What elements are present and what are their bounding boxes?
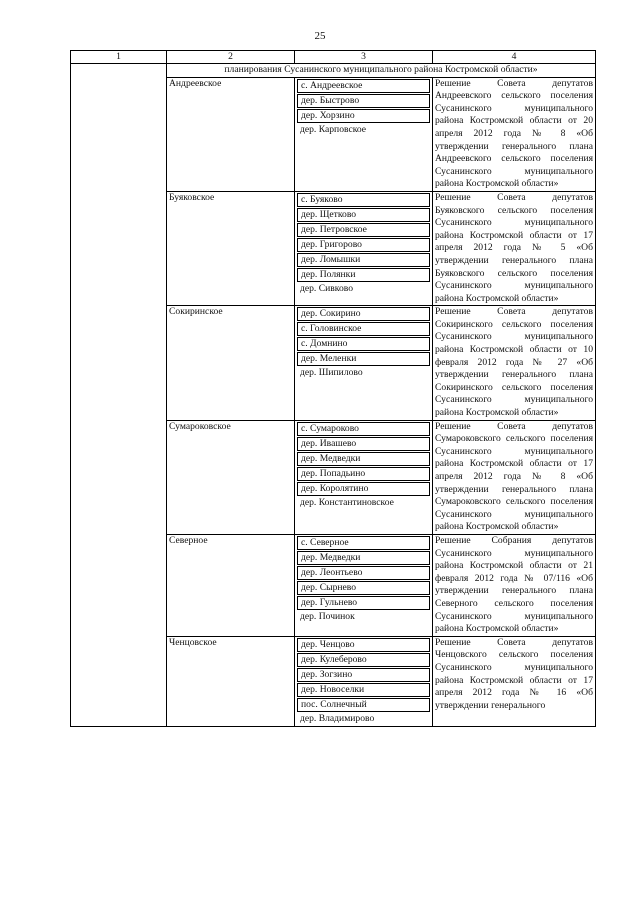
page-number: 25 bbox=[314, 30, 326, 42]
continuation-text: планирования Сусанинского муниципального района Костромской области» bbox=[167, 64, 596, 78]
column-number-4: 4 bbox=[433, 51, 596, 64]
village-item: дер. Гульнево bbox=[297, 596, 430, 610]
decision-cell bbox=[433, 636, 596, 726]
village-item: дер. Зогзино bbox=[297, 668, 430, 682]
village-item: дер. Ивашево bbox=[297, 437, 430, 451]
village-item: дер. Шипилово bbox=[300, 367, 363, 379]
villages-cell bbox=[295, 420, 433, 534]
village-item: с. Северное bbox=[297, 536, 430, 550]
column-number-1: 1 bbox=[71, 51, 167, 64]
village-item: дер. Сокирино bbox=[297, 307, 430, 321]
decision-text: Решение Собрания депутатов Сусанинского муниципального района Костромской области от 21 февраля 2012 года № 07/116 «Об утверждении генерального плана Северного сельского поселения Сусанинского муниципального района Костромской области» bbox=[435, 534, 593, 635]
village-item: дер. Ломышки bbox=[297, 253, 430, 267]
column-number-3: 3 bbox=[295, 51, 433, 64]
village-item: дер. Леонтьево bbox=[297, 566, 430, 580]
village-item: дер. Кулеберово bbox=[297, 653, 430, 667]
villages-cell bbox=[295, 77, 433, 191]
village-item: дер. Медведки bbox=[297, 551, 430, 565]
settlement-name: Северное bbox=[167, 534, 295, 636]
village-item: с. Андреевское bbox=[297, 79, 430, 93]
decision-text: Решение Совета депутатов Ченцовского сельского поселения Сусанинского муниципального района Костромской области от 17 апреля 2012 года № 16 «Об утверждении генерального bbox=[435, 636, 593, 711]
settlement-name: Андреевское bbox=[167, 77, 295, 191]
decision-cell bbox=[433, 191, 596, 305]
decision-text: Решение Совета депутатов Андреевского сельского поселения Сусанинского муниципального района Костромской области от 20 апреля 2012 года № 8 «Об утверждении генерального плана Андреевского сельского поселения Сусанинского муниципального района Костромской области» bbox=[435, 77, 593, 190]
village-item: дер. Константиновское bbox=[300, 496, 394, 508]
village-item: дер. Быстрово bbox=[297, 94, 430, 108]
village-item: с. Домнино bbox=[297, 337, 430, 351]
decision-text: Решение Совета депутатов Сокиринского сельского поселения Сусанинского муниципального района Костромской области от 10 февраля 2012 года № 27 «Об утверждении генерального плана Сокиринского сельского поселения Сусанинского муниципального района Костромской области» bbox=[435, 306, 593, 419]
column-1-cell bbox=[71, 64, 167, 727]
village-item: дер. Медведки bbox=[297, 452, 430, 466]
villages-cell bbox=[295, 191, 433, 305]
village-item: дер. Починок bbox=[300, 610, 355, 622]
village-item: пос. Солнечный bbox=[297, 698, 430, 712]
decision-text: Решение Совета депутатов Сумароковского сельского поселения Сусанинского муниципального района Костромской области от 17 апреля 2012 года № 8 «Об утверждении генерального плана Сумароковского сельского поселения Сусанинского муниципального района Костромской области» bbox=[435, 420, 593, 533]
settlement-name: Ченцовское bbox=[167, 636, 295, 726]
village-item: дер. Петровское bbox=[297, 223, 430, 237]
decision-cell bbox=[433, 534, 596, 636]
village-item: дер. Ченцово bbox=[297, 638, 430, 652]
village-item: дер. Полянки bbox=[297, 268, 430, 282]
settlements-table bbox=[70, 50, 596, 727]
villages-cell bbox=[295, 636, 433, 726]
village-item: дер. Григорово bbox=[297, 238, 430, 252]
village-item: с. Головинское bbox=[297, 322, 430, 336]
header-row bbox=[71, 51, 596, 64]
village-item: с. Сумароково bbox=[297, 422, 430, 436]
village-item: дер. Попадьино bbox=[297, 467, 430, 481]
village-item: дер. Щетково bbox=[297, 208, 430, 222]
village-item: дер. Королятино bbox=[297, 482, 430, 496]
column-number-2: 2 bbox=[167, 51, 295, 64]
settlement-name: Сумароковское bbox=[167, 420, 295, 534]
village-item: дер. Сивково bbox=[300, 282, 354, 294]
villages-cell bbox=[295, 534, 433, 636]
village-item: с. Буяково bbox=[297, 193, 430, 207]
village-item: дер. Новоселки bbox=[297, 683, 430, 697]
village-item: дер. Меленки bbox=[297, 352, 430, 366]
decision-text: Решение Совета депутатов Буяковского сельского поселения Сусанинского муниципального района Костромской области от 17 апреля 2012 года № 5 «Об утверждении генерального плана Буяковского сельского поселения Сусанинского муниципального района Костромской области» bbox=[435, 191, 593, 304]
village-item: дер. Карповское bbox=[300, 123, 367, 135]
settlement-name: Сокиринское bbox=[167, 306, 295, 420]
settlement-name: Буяковское bbox=[167, 191, 295, 305]
village-item: дер. Владимирово bbox=[300, 712, 375, 724]
village-item: дер. Хорзино bbox=[297, 109, 430, 123]
decision-cell bbox=[433, 306, 596, 420]
decision-cell bbox=[433, 420, 596, 534]
decision-cell bbox=[433, 77, 596, 191]
village-item: дер. Сырнево bbox=[297, 581, 430, 595]
villages-cell bbox=[295, 306, 433, 420]
continuation-row bbox=[71, 64, 596, 78]
